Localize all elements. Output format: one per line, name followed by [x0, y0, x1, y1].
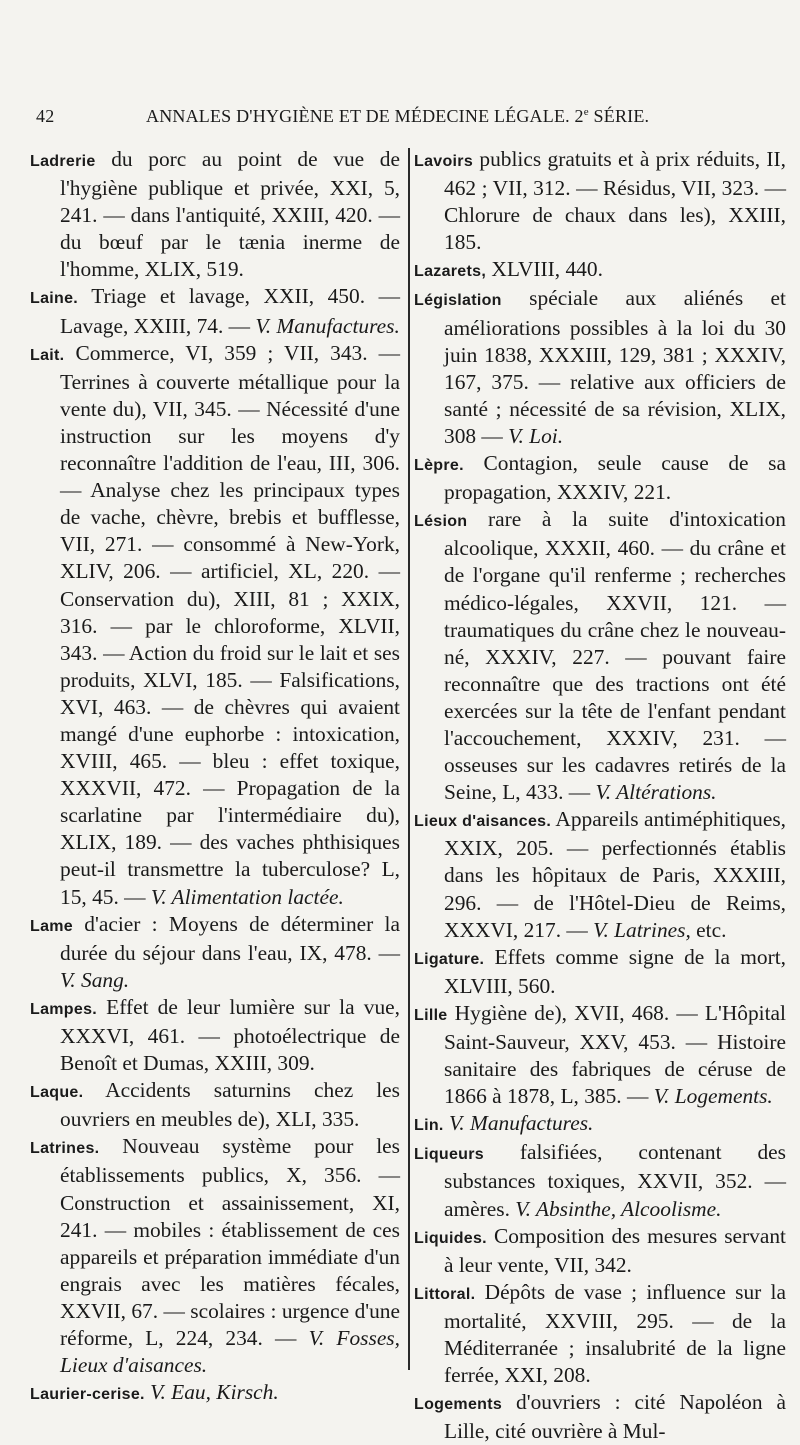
index-entry — [414, 1139, 786, 1222]
entry-text: spéciale aux aliénés et améliorations possibles à la loi du 30 juin 1838, XXXIII, 129, 381 ; XXXIV, 167, 375. — relative aux officiers de santé ; nécessité de sa révision, XLIX, 308 — — [444, 286, 786, 448]
entry-keyword: Lazarets, — [414, 263, 487, 281]
entry-keyword: Lampes. — [30, 1000, 98, 1018]
entry-keyword: Lieux d'aisances. — [414, 813, 552, 831]
entry-text: Commerce, VI, 359 ; VII, 343. — Terrines à couverte métallique pour la vente du), VII, 345. — Nécessité d'une instruction sur les moyens d'y reconnaître l'addition de l'eau, III, 306. — Analyse chez les principaux types de vache, chèvre, brebis et bufflesse, VII, 271. — consommé à New-York, XLIV, 206. — artificiel, XL, 220. — Conservation du), XIII, 81 ; XXIX, 316. — par le chloroforme, XLVII, 343. — Action du froid sur le lait et ses produits, XLVI, 185. — Falsifications, XVI, 463. — de chèvres qui avaient mangé d'une euphorbe : intoxication, XVIII, 465. — bleu : effet toxique, XXXVII, 472. — Propagation de la scarlatine par l'intermédiaire du), XLIX, 189. — des vaches phthisiques peut-il transmettre la tuberculose? L, 15, 45. — — [60, 340, 400, 909]
entry-text: Composition des mesures servant à leur vente, VII, 342. — [444, 1223, 786, 1277]
index-entry — [414, 944, 786, 1000]
index-entry — [414, 450, 786, 506]
entry-keyword: Législation — [414, 292, 502, 310]
entry-keyword: Liqueurs — [414, 1146, 484, 1164]
index-entry — [414, 806, 786, 943]
index-entry — [30, 911, 400, 994]
entry-cross-reference: V. Manufactures. — [255, 313, 400, 338]
entry-keyword: Lavoirs — [414, 153, 474, 170]
index-entry — [414, 506, 786, 806]
entry-cross-reference: V. Latrines, — [593, 917, 691, 942]
entry-text: Appareils antiméphitiques, XXIX, 205. — perfectionnés établis dans les hôpitaux de Paris, XXXIII, 296. — de l'Hôtel-Dieu de Reims, XXXVI, 217. — — [444, 807, 786, 942]
entry-keyword: Liquides. — [414, 1229, 487, 1247]
entry-text: Effets comme signe de la mort, XLVIII, 560. — [444, 944, 786, 998]
index-entry — [30, 1133, 400, 1379]
entry-cross-reference: V. Sang. — [60, 967, 130, 992]
running-header — [36, 106, 776, 136]
page-number: 42 — [36, 106, 55, 126]
entry-keyword: Ladrerie — [30, 153, 96, 170]
index-entry — [414, 1389, 786, 1445]
entry-cross-reference: V. Altérations. — [595, 780, 717, 805]
entry-cross-reference: V. Alimentation lactée. — [150, 884, 344, 909]
entry-text: publics gratuits et à prix réduits, II, 462 ; VII, 312. — Résidus, VII, 323. — Chlorure de chaux dans les), XXIII, 185. — [444, 147, 786, 255]
index-entry — [414, 1110, 786, 1139]
entry-cross-reference: V. Manufactures. — [449, 1111, 594, 1136]
entry-cross-reference: V. Eau, Kirsch. — [150, 1380, 279, 1405]
index-entry — [414, 256, 786, 285]
entry-text: rare à la suite d'intoxication alcoolique, XXXII, 460. — du crâne et de l'organe qu'il renferme ; recherches médico-légales, XXVII, 121. — traumatiques du crâne chez le nouveau-né, XXXIV, 227. — pouvant faire reconnaître que des tractions ont été exercées sur la tête de l'enfant pendant l'accouchement, XXXIV, 231. — osseuses sur les cadavres retirés de la Seine, L, 433. — — [444, 507, 786, 805]
entry-keyword: Lait. — [30, 346, 65, 364]
entry-keyword: Laque. — [30, 1084, 84, 1102]
index-entry — [30, 146, 400, 283]
entry-keyword: Lésion — [414, 513, 468, 531]
index-column-left — [30, 146, 400, 1408]
entry-cross-reference: V. Logements. — [653, 1084, 773, 1109]
entry-keyword: Laine. — [30, 290, 79, 308]
entry-text: d'ouvriers : cité Napoléon à Lille, cité ouvrière à Mul- — [444, 1390, 786, 1444]
entry-keyword: Lille — [414, 1006, 448, 1024]
entry-keyword: Lame — [30, 917, 73, 935]
index-column-right — [414, 146, 786, 1445]
entry-keyword: Latrines. — [30, 1140, 100, 1158]
index-entry — [30, 1077, 400, 1133]
index-entry — [414, 146, 786, 256]
index-entry — [30, 994, 400, 1077]
index-entry — [30, 340, 400, 911]
entry-keyword: Littoral. — [414, 1285, 476, 1303]
entry-tail: etc. — [690, 917, 727, 942]
entry-keyword: Ligature. — [414, 950, 485, 968]
entry-text: falsifiées, contenant des substances toxiques, XXVII, 352. — amères. — [444, 1140, 786, 1221]
entry-text: du porc au point de vue de l'hygiène publique et privée, XXI, 5, 241. — dans l'antiquité, XXIII, 420. — du bœuf par le tænia inerme de l'homme, XLIX, 519. — [60, 147, 400, 282]
entry-cross-reference: V. Loi. — [508, 423, 564, 448]
running-title: ANNALES D'HYGIÈNE ET DE MÉDECINE LÉGALE. 2e SÉRIE. — [146, 106, 650, 126]
entry-cross-reference: V. Absinthe, Alcoolisme. — [515, 1196, 722, 1221]
index-entry — [414, 1000, 786, 1110]
entry-text: Accidents saturnins chez les ouvriers en meubles de), XLI, 335. — [60, 1078, 400, 1132]
index-entry — [30, 283, 400, 339]
entry-text: Hygiène de), XVII, 468. — L'Hôpital Saint-Sauveur, XXV, 453. — Histoire sanitaire des fabriques de céruse de 1866 à 1878, L, 385. — — [444, 1000, 786, 1109]
entry-keyword: Laurier-cerise. — [30, 1386, 145, 1404]
index-entry — [30, 1379, 400, 1408]
entry-text: Effet de leur lumière sur la vue, XXXVI, 461. — photoélectrique de Benoît et Dumas, XXIII, 309. — [60, 994, 400, 1076]
entry-text: Triage et lavage, XXII, 450. — Lavage, XXIII, 74. — — [60, 284, 400, 338]
index-entry — [414, 1223, 786, 1279]
entry-text: Contagion, seule cause de sa propagation, XXXIV, 221. — [444, 451, 786, 505]
column-divider — [408, 148, 410, 1370]
entry-keyword: Lin. — [414, 1117, 444, 1135]
index-entry — [414, 285, 786, 450]
entry-cross-reference: V. Fosses, Lieux d'aisances. — [60, 1326, 400, 1378]
index-entry — [414, 1279, 786, 1389]
entry-text: XLVIII, 440. — [486, 257, 603, 282]
entry-text: d'acier : Moyens de déterminer la durée du séjour dans l'eau, IX, 478. — — [60, 911, 400, 965]
entry-text: Dépôts de vase ; influence sur la mortalité, XXVIII, 295. — de la Méditerranée ; insalubrité de la ligne ferrée, XXI, 208. — [444, 1279, 786, 1388]
entry-keyword: Lèpre. — [414, 457, 464, 475]
entry-keyword: Logements — [414, 1396, 503, 1414]
entry-text: Nouveau système pour les établissements publics, X, 356. — Construction et assainissement, XI, 241. — mobiles : établissement de ces appareils et préparation immédiate d'un engrais avec les matières fécales, XXVII, 67. — scolaires : urgence d'une réforme, L, 224, 234. — — [60, 1134, 400, 1351]
